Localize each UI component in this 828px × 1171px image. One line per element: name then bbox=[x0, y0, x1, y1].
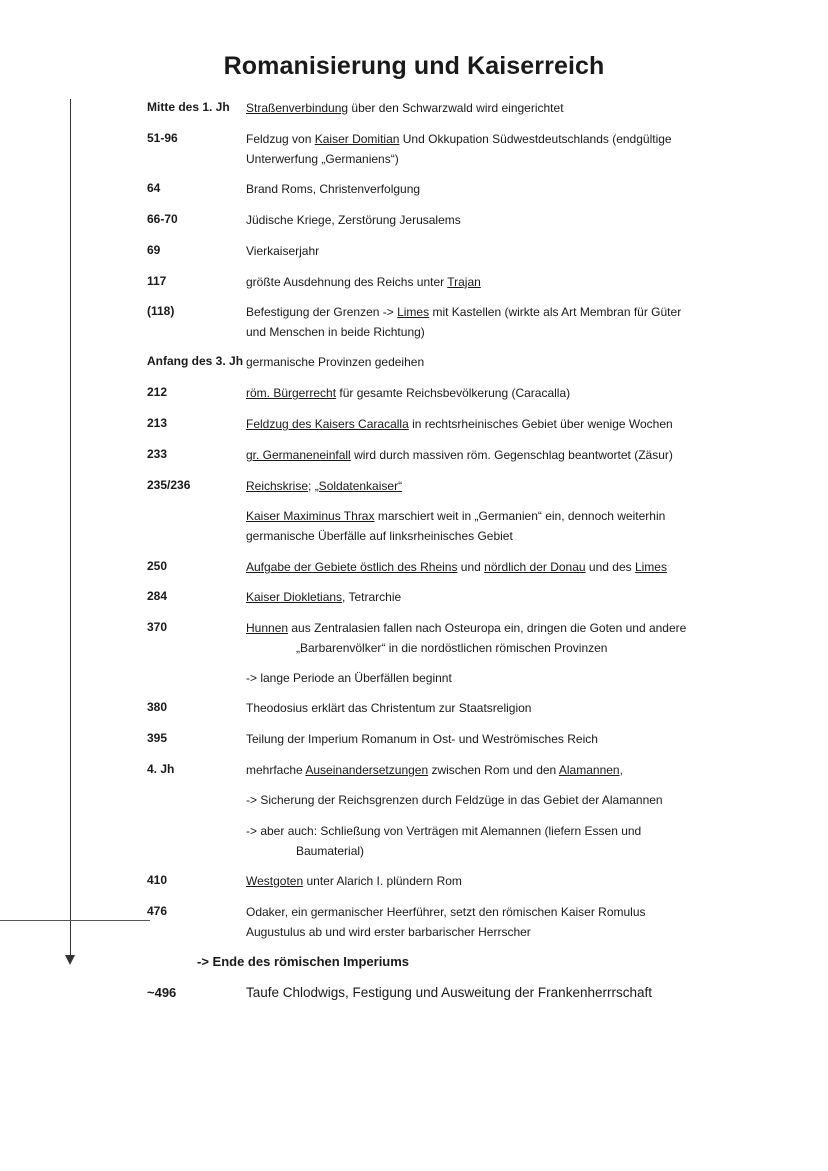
description-line bbox=[246, 618, 726, 638]
entry-description bbox=[246, 821, 726, 861]
underlined-term: Kaiser Diokletians bbox=[246, 590, 343, 604]
entry-description bbox=[246, 98, 726, 118]
description-line bbox=[246, 149, 726, 169]
description-line bbox=[246, 922, 726, 942]
text-segment: und bbox=[457, 560, 485, 574]
description-line bbox=[246, 445, 726, 465]
description-line bbox=[246, 526, 726, 546]
entry-description: Taufe Chlodwigs, Festigung und Ausweitung der Frankenherrrschaft bbox=[246, 985, 652, 1000]
entry-description bbox=[246, 902, 726, 942]
text-segment: und des bbox=[585, 560, 635, 574]
description-line bbox=[246, 729, 726, 749]
description-line bbox=[246, 698, 726, 718]
description-line bbox=[246, 821, 726, 841]
text-segment: unter Alarich I. plündern Rom bbox=[303, 874, 462, 888]
underlined-term: Limes bbox=[397, 305, 430, 319]
description-line bbox=[246, 841, 726, 861]
description-line bbox=[246, 506, 726, 526]
entry-description bbox=[246, 445, 726, 465]
entry-date: (118) bbox=[147, 304, 175, 318]
text-segment: Odaker, ein germanischer Heerführer, setzt den römischen Kaiser Romulus bbox=[246, 905, 646, 919]
entry-description bbox=[246, 302, 726, 342]
description-line bbox=[246, 302, 726, 322]
text-segment: Baumaterial) bbox=[296, 844, 365, 858]
entry-date: 213 bbox=[147, 416, 168, 430]
entry-description bbox=[246, 760, 726, 780]
entry-description bbox=[246, 241, 726, 261]
entry-description bbox=[246, 668, 726, 688]
description-line bbox=[246, 241, 726, 261]
underlined-term: Kaiser Domitian bbox=[314, 132, 400, 146]
description-line bbox=[246, 790, 726, 810]
text-segment: , Tetrarchie bbox=[342, 590, 402, 604]
text-segment: Unterwerfung „Germaniens“) bbox=[246, 152, 399, 166]
text-segment: Befestigung der Grenzen -> bbox=[246, 305, 398, 319]
underlined-term: Kaiser Maximinus Thrax bbox=[246, 509, 375, 523]
entry-description bbox=[246, 179, 726, 199]
entry-date: 212 bbox=[147, 385, 168, 399]
entry-date: 64 bbox=[147, 181, 161, 195]
underlined-term: röm. Bürgerrecht bbox=[246, 386, 337, 400]
entry-date: 410 bbox=[147, 873, 168, 887]
description-line bbox=[246, 383, 726, 403]
entry-date: 51-96 bbox=[147, 131, 178, 145]
underlined-term: Auseinandersetzungen bbox=[305, 763, 429, 777]
text-segment: in rechtsrheinisches Gebiet über wenige Wochen bbox=[408, 417, 673, 431]
underlined-term: Limes bbox=[634, 560, 667, 574]
text-segment: germanische Überfälle auf linksrheinisches Gebiet bbox=[246, 529, 513, 543]
text-segment: Vierkaiserjahr bbox=[246, 244, 320, 258]
entry-date: ~496 bbox=[147, 985, 177, 1000]
text-segment: Theodosius erklärt das Christentum zur Staatsreligion bbox=[246, 701, 532, 715]
description-line bbox=[246, 476, 726, 496]
entry-date: 284 bbox=[147, 589, 168, 603]
entry-date: 476 bbox=[147, 904, 168, 918]
description-line bbox=[246, 760, 726, 780]
text-segment: , bbox=[619, 763, 623, 777]
entry-description bbox=[246, 871, 726, 891]
entry-date: 66-70 bbox=[147, 212, 178, 226]
text-segment: germanische Provinzen gedeihen bbox=[246, 355, 425, 369]
underlined-term: Feldzug des Kaisers Caracalla bbox=[246, 417, 409, 431]
entry-date: Mitte des 1. Jh bbox=[147, 100, 230, 114]
description-line bbox=[246, 587, 726, 607]
text-segment: Feldzug von bbox=[246, 132, 315, 146]
entry-description bbox=[246, 414, 726, 434]
ende-text: -> Ende des römischen Imperiums bbox=[197, 954, 410, 969]
text-segment: über den Schwarzwald wird eingerichtet bbox=[348, 101, 564, 115]
entry-description bbox=[246, 272, 726, 292]
description-line bbox=[246, 352, 726, 372]
entry-description bbox=[246, 210, 726, 230]
entry-date: 4. Jh bbox=[147, 762, 175, 776]
text-segment: -> aber auch: Schließung von Verträgen mit Alemannen (liefern Essen und bbox=[246, 824, 642, 838]
entry-description bbox=[246, 729, 726, 749]
entry-description bbox=[246, 698, 726, 718]
text-segment: aus Zentralasien fallen nach Osteuropa ein, dringen die Goten und andere bbox=[288, 621, 687, 635]
description-line bbox=[246, 272, 726, 292]
text-segment: zwischen Rom und den bbox=[428, 763, 559, 777]
page-title: Romanisierung und Kaiserreich bbox=[223, 52, 605, 80]
entry-date: 235/236 bbox=[147, 478, 191, 492]
description-line bbox=[246, 210, 726, 230]
entry-date: 380 bbox=[147, 700, 168, 714]
entry-date: 370 bbox=[147, 620, 168, 634]
description-line bbox=[246, 414, 726, 434]
entry-description bbox=[246, 557, 726, 577]
entry-description bbox=[246, 476, 726, 496]
underlined-term: Trajan bbox=[447, 275, 481, 289]
text-segment: größte Ausdehnung des Reichs unter bbox=[246, 275, 448, 289]
underlined-term: nördlich der Donau bbox=[484, 560, 586, 574]
text-segment: mit Kastellen (wirkte als Art Membran für Güter bbox=[429, 305, 682, 319]
text-segment: ; bbox=[308, 479, 315, 493]
text-segment: marschiert weit in „Germanien“ ein, dennoch weiterhin bbox=[374, 509, 666, 523]
text-segment: -> Sicherung der Reichsgrenzen durch Feldzüge in das Gebiet der Alamannen bbox=[246, 793, 663, 807]
entry-description bbox=[246, 352, 726, 372]
text-segment: Jüdische Kriege, Zerstörung Jerusalems bbox=[246, 213, 461, 227]
entry-description bbox=[246, 383, 726, 403]
underlined-term: Westgoten bbox=[246, 874, 304, 888]
underlined-term: Straßenverbindung bbox=[246, 101, 349, 115]
description-line bbox=[246, 668, 726, 688]
entry-description bbox=[246, 129, 726, 169]
entry-description bbox=[246, 790, 726, 810]
description-line bbox=[246, 871, 726, 891]
entry-description bbox=[246, 506, 726, 546]
entry-date: 69 bbox=[147, 243, 161, 257]
underlined-term: gr. Germaneneinfall bbox=[246, 448, 351, 462]
text-segment: wird durch massiven röm. Gegenschlag beantwortet (Zäsur) bbox=[350, 448, 673, 462]
underlined-term: Hunnen bbox=[246, 621, 289, 635]
text-segment: „Barbarenvölker“ in die nordöstlichen römischen Provinzen bbox=[296, 641, 608, 655]
underlined-term: Alamannen bbox=[558, 763, 620, 777]
description-line bbox=[246, 322, 726, 342]
entry-date: 233 bbox=[147, 447, 168, 461]
entry-date: Anfang des 3. Jh bbox=[147, 354, 244, 368]
text-segment: Brand Roms, Christenverfolgung bbox=[246, 182, 421, 196]
text-segment: Und Okkupation Südwestdeutschlands (endgültige bbox=[399, 132, 672, 146]
underlined-term: Reichskrise bbox=[246, 479, 309, 493]
description-line bbox=[246, 98, 726, 118]
entry-date: 250 bbox=[147, 559, 168, 573]
text-segment: -> lange Periode an Überfällen beginnt bbox=[246, 671, 452, 685]
text-segment: mehrfache bbox=[246, 763, 306, 777]
underlined-term: Aufgabe der Gebiete östlich des Rheins bbox=[246, 560, 458, 574]
description-line bbox=[246, 902, 726, 922]
text-segment: und Menschen in beide Richtung) bbox=[246, 325, 425, 339]
underlined-term: „Soldatenkaiser“ bbox=[314, 479, 403, 493]
description-line bbox=[246, 179, 726, 199]
entry-date: 395 bbox=[147, 731, 168, 745]
entry-description bbox=[246, 587, 726, 607]
text-segment: Teilung der Imperium Romanum in Ost- und Weströmisches Reich bbox=[246, 732, 598, 746]
text-segment: für gesamte Reichsbevölkerung (Caracalla) bbox=[336, 386, 571, 400]
text-segment: Augustulus ab und wird erster barbarischer Herrscher bbox=[246, 925, 531, 939]
description-line bbox=[246, 557, 726, 577]
description-line bbox=[246, 638, 726, 658]
entry-date: 117 bbox=[147, 274, 167, 288]
entry-description bbox=[246, 618, 726, 658]
description-line bbox=[246, 129, 726, 149]
